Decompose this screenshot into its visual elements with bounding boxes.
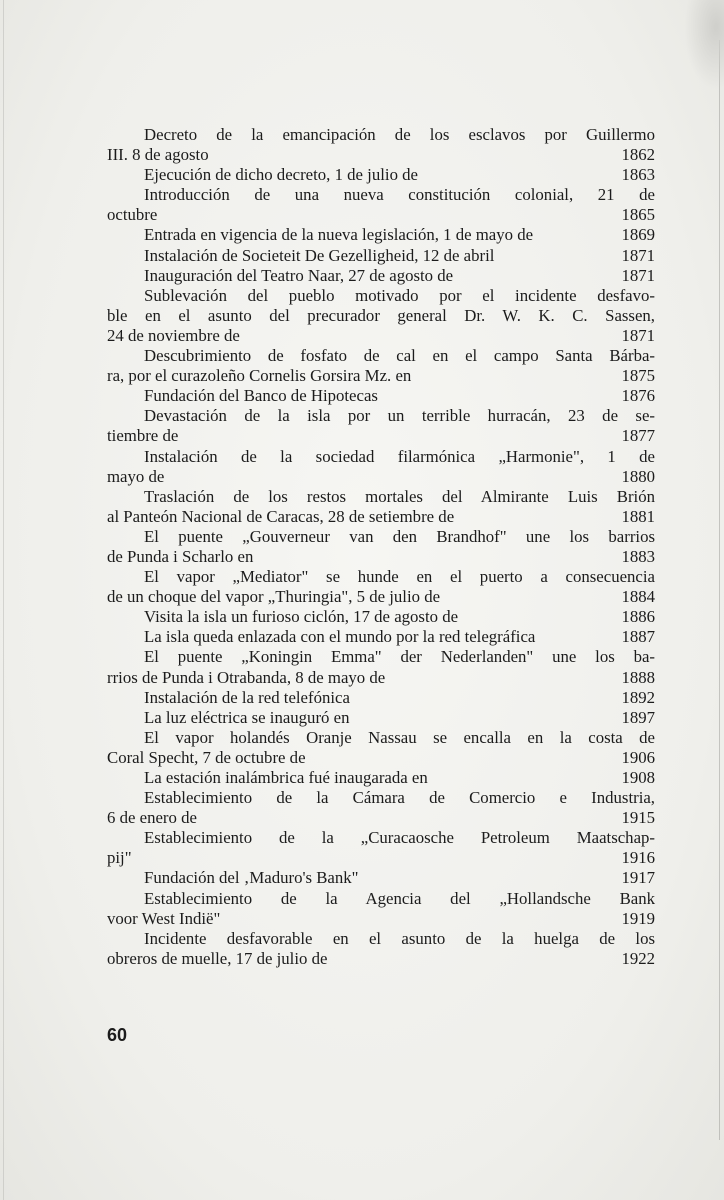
entry-text: octubre (107, 205, 158, 225)
entry-line (107, 386, 655, 406)
entry-text: La isla queda enlazada con el mundo por la red telegráfica (144, 627, 536, 647)
chronology-entry (107, 647, 655, 687)
entry-text: El vapor „Mediator" se hunde en el puerto a consecuencia (144, 567, 655, 587)
entry-line (107, 145, 655, 165)
entry-line (107, 688, 655, 708)
entry-line (107, 768, 655, 788)
chronology-entry (107, 346, 655, 386)
entry-text: Sublevación del pueblo motivado por el incidente desfavo- (144, 285, 655, 305)
chronology-entry (107, 868, 655, 888)
entry-line (107, 205, 655, 225)
entry-line (107, 728, 655, 748)
entry-text: Instalación de Societeit De Gezelligheid, 12 de abril (144, 245, 495, 265)
entry-line (107, 326, 655, 346)
entry-year: 1865 (621, 205, 655, 225)
entry-line (107, 426, 655, 446)
entry-line (107, 788, 655, 808)
entry-line (107, 125, 655, 145)
entry-text: Instalación de la sociedad filarmónica „Harmonie", 1 de (144, 446, 655, 466)
entry-line (107, 748, 655, 768)
entry-text: de Punda i Scharlo en (107, 546, 254, 566)
entry-line (107, 647, 655, 667)
entry-text: Establecimiento de la Agencia del „Hollandsche Bank (144, 888, 655, 908)
entry-line (107, 366, 655, 386)
entry-text: Instalación de la red telefónica (144, 687, 350, 707)
entry-text: Entrada en vigencia de la nueva legislación, 1 de mayo de (144, 225, 534, 245)
page-corner-smudge (684, 0, 724, 90)
entry-text: al Panteón Nacional de Caracas, 28 de setiembre de (107, 506, 455, 526)
entry-line (107, 507, 655, 527)
entry-year: 1871 (621, 245, 655, 265)
entry-year: 1877 (621, 426, 655, 446)
entry-text: ra, por el curazoleño Cornelis Gorsira Mz. en (107, 366, 412, 386)
entry-line (107, 668, 655, 688)
entry-year: 1916 (621, 848, 655, 868)
entry-year: 1884 (621, 587, 655, 607)
entry-text: El puente „Gouverneur van den Brandhof" une los barrios (144, 526, 655, 546)
chronology-list (107, 125, 655, 969)
entry-text: tiembre de (107, 426, 179, 446)
entry-text: Decreto de la emancipación de los esclavos por Guillermo (144, 125, 655, 144)
entry-line (107, 848, 655, 868)
entry-year: 1875 (621, 366, 655, 386)
entry-line (107, 185, 655, 205)
chronology-entry (107, 447, 655, 487)
entry-line (107, 708, 655, 728)
entry-year: 1871 (621, 325, 655, 345)
entry-line (107, 527, 655, 547)
entry-text: La estación inalámbrica fué inaugarada en (144, 768, 428, 787)
entry-text: Traslación de los restos mortales del Almirante Luis Brión (144, 486, 655, 506)
entry-line (107, 547, 655, 567)
entry-text: La luz eléctrica se inauguró en (144, 707, 350, 727)
entry-text: de un choque del vapor „Thuringia", 5 de julio de (107, 587, 441, 607)
chronology-entry (107, 567, 655, 607)
entry-year: 1863 (621, 165, 655, 185)
entry-text: Ejecución de dicho decreto, 1 de julio de (144, 165, 418, 185)
entry-line (107, 306, 655, 326)
chronology-entry (107, 929, 655, 969)
entry-text: pij" (107, 848, 132, 868)
entry-year: 1915 (621, 808, 655, 828)
page-number: 60 (107, 1025, 128, 1045)
entry-line (107, 246, 655, 266)
entry-line (107, 889, 655, 909)
chronology-entry (107, 728, 655, 768)
chronology-entry (107, 889, 655, 929)
chronology-entry (107, 165, 655, 185)
chronology-entry (107, 607, 655, 627)
chronology-entry (107, 286, 655, 346)
entry-line (107, 406, 655, 426)
entry-year: 1919 (621, 908, 655, 928)
entry-line (107, 225, 655, 245)
entry-line (107, 165, 655, 185)
entry-line (107, 286, 655, 306)
entry-line (107, 587, 655, 607)
chronology-entry (107, 406, 655, 446)
page-edge-right (719, 40, 720, 1140)
chronology-entry (107, 828, 655, 868)
chronology-entry (107, 246, 655, 266)
chronology-entry (107, 225, 655, 245)
entry-text: Descubrimiento de fosfato de cal en el campo Santa Bárba- (144, 346, 655, 366)
chronology-entry (107, 487, 655, 527)
entry-line (107, 567, 655, 587)
chronology-entry (107, 627, 655, 647)
entry-text: obreros de muelle, 17 de julio de (107, 948, 328, 968)
entry-year: 1886 (621, 607, 655, 627)
entry-text: Inauguración del Teatro Naar, 27 de agosto de (144, 265, 454, 285)
entry-line (107, 266, 655, 286)
entry-year: 1892 (621, 687, 655, 707)
chronology-entry (107, 386, 655, 406)
entry-line (107, 607, 655, 627)
entry-line (107, 467, 655, 487)
entry-text: III. 8 de agosto (107, 145, 209, 165)
entry-year: 1883 (621, 546, 655, 566)
entry-line (107, 447, 655, 467)
entry-text: 6 de enero de (107, 808, 197, 828)
entry-text: Fundación del ‚Maduro's Bank" (144, 868, 359, 888)
chronology-entry (107, 125, 655, 165)
entry-text: Establecimiento de la Cámara de Comercio e Industria, (144, 788, 655, 808)
entry-text: voor West Indië" (107, 908, 221, 928)
entry-year: 1881 (621, 506, 655, 526)
entry-text: rrios de Punda i Otrabanda, 8 de mayo de (107, 667, 386, 687)
entry-text: Coral Specht, 7 de octubre de (107, 747, 306, 767)
chronology-entry (107, 527, 655, 567)
entry-year: 1862 (621, 145, 655, 165)
entry-line (107, 828, 655, 848)
entry-text: El vapor holandés Oranje Nassau se encalla en la costa de (144, 727, 655, 747)
entry-text: mayo de (107, 466, 165, 486)
entry-year: 1908 (621, 768, 655, 787)
entry-text: Fundación del Banco de Hipotecas (144, 386, 378, 406)
chronology-entry (107, 688, 655, 708)
entry-text: 24 de noviembre de (107, 325, 240, 345)
entry-text: ble en el asunto del precurador general Dr. W. K. C. Sassen, (107, 305, 655, 325)
chronology-entry (107, 185, 655, 225)
entry-line (107, 929, 655, 949)
entry-line (107, 346, 655, 366)
entry-text: Incidente desfavorable en el asunto de la huelga de los (144, 928, 655, 948)
entry-year: 1917 (621, 868, 655, 888)
entry-year: 1869 (621, 225, 655, 245)
chronology-entry (107, 788, 655, 828)
entry-text: Devastación de la isla por un terrible hurracán, 23 de se- (144, 406, 655, 426)
entry-year: 1871 (621, 265, 655, 285)
entry-line (107, 627, 655, 647)
entry-text: El puente „Koningin Emma" der Nederlanden" une los ba- (144, 647, 655, 667)
entry-line (107, 949, 655, 969)
entry-line (107, 868, 655, 888)
entry-year: 1906 (621, 747, 655, 767)
page-edge-left (3, 0, 4, 1200)
entry-text: Visita la isla un furioso ciclón, 17 de agosto de (144, 607, 459, 627)
entry-year: 1897 (621, 707, 655, 727)
entry-year: 1876 (621, 386, 655, 406)
entry-text: Establecimiento de la „Curacaosche Petroleum Maatschap- (144, 828, 655, 848)
chronology-entry (107, 768, 655, 788)
entry-year: 1880 (621, 466, 655, 486)
entry-year: 1888 (621, 667, 655, 687)
entry-year: 1922 (621, 948, 655, 968)
entry-line (107, 909, 655, 929)
chronology-entry (107, 266, 655, 286)
entry-text: Introducción de una nueva constitución colonial, 21 de (144, 185, 655, 205)
chronology-entry (107, 708, 655, 728)
entry-line (107, 808, 655, 828)
entry-year: 1887 (621, 627, 655, 647)
entry-line (107, 487, 655, 507)
